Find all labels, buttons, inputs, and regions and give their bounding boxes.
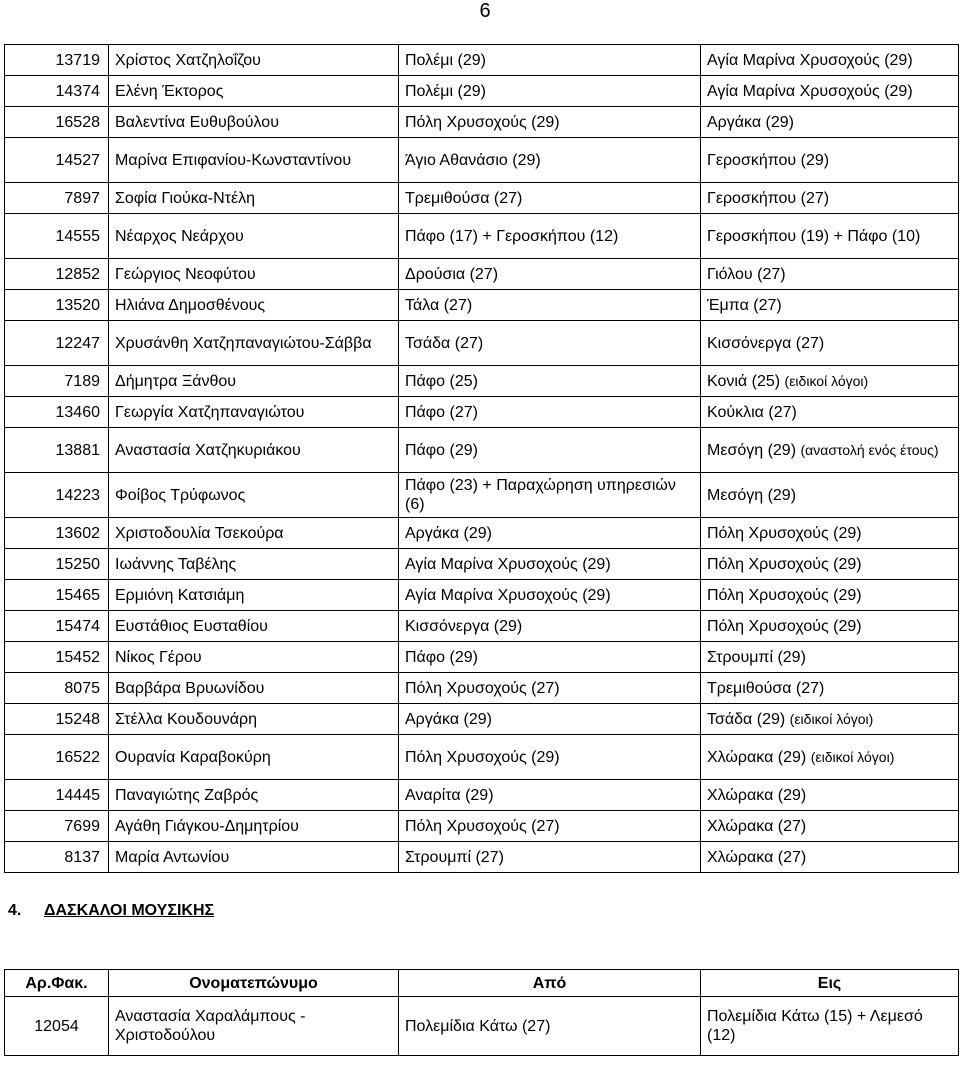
cell-from-text: Αγία Μαρίνα Χρυσοχούς (29) [405,555,611,573]
cell-to-text: Έμπα (27) [707,296,782,314]
table-row [5,473,959,518]
cell-full-name [109,138,399,183]
cell-to [701,673,959,704]
table-row [5,842,959,873]
cell-to-text: Γεροσκήπου (19) + Πάφο (10) [707,227,921,245]
cell-file-number-text: 12852 [55,265,100,283]
header-full-name: Ονοματεπώνυμο [109,970,399,997]
cell-from [399,473,701,518]
cell-full-name [109,321,399,366]
cell-from-text: Πόλη Χρυσοχούς (27) [405,679,560,697]
cell-file-number [5,45,109,76]
header-to: Εις [701,970,959,997]
cell-to-text: Κισσόνεργα (27) [707,334,825,352]
cell-full-name [109,183,399,214]
cell-to [701,259,959,290]
cell-to-text: Τσάδα (29) [707,710,786,728]
cell-to [701,45,959,76]
cell-from [399,321,701,366]
cell-from [399,735,701,780]
cell-full-name [109,107,399,138]
cell-file-number [5,107,109,138]
cell-file-number-text: 15474 [55,617,100,635]
cell-file-number-text: 16522 [55,748,100,766]
cell-full-name [109,214,399,259]
cell-to [701,107,959,138]
cell-to-text: Μεσόγη (29) [707,486,797,504]
cell-full-name-text: Μαρία Αντωνίου [115,848,230,866]
table-row [5,138,959,183]
page-number: 6 [479,0,491,22]
table-row [5,321,959,366]
cell-file-number [5,138,109,183]
table-row [5,518,959,549]
cell-file-number [5,259,109,290]
cell-file-number-text: 15248 [55,710,100,728]
table-row [5,780,959,811]
cell-to [701,138,959,183]
music-teachers-table-body [5,997,959,1056]
cell-to-text: Χλώρακα (29) [707,748,807,766]
cell-to-text: Κονιά (25) [707,372,781,390]
cell-full-name-text: Γεωργία Χατζηπαναγιώτου [115,403,305,421]
cell-full-name-text: Ηλιάνα Δημοσθένους [115,296,266,314]
cell-to [701,214,959,259]
cell-full-name [109,642,399,673]
cell-to [701,580,959,611]
cell-full-name-text: Γεώργιος Νεοφύτου [115,265,256,283]
table-row [5,673,959,704]
cell-file-number-text: 14527 [55,151,100,169]
cell-full-name [109,704,399,735]
transfers-table-body [5,45,959,873]
cell-from-text: Πάφο (25) [405,372,478,390]
cell-from [399,366,701,397]
cell-to-text: Πόλη Χρυσοχούς (29) [707,617,862,635]
cell-file-number-text: 8075 [64,679,100,697]
cell-to-note: (ειδικοί λόγοι) [810,748,895,765]
cell-from-text: Πόλη Χρυσοχούς (29) [405,113,560,131]
cell-to [701,704,959,735]
cell-to-text: Πόλη Χρυσοχούς (29) [707,586,862,604]
cell-full-name [109,290,399,321]
cell-file-number [5,580,109,611]
header-from: Από [399,970,701,997]
cell-from [399,549,701,580]
cell-to: Πολεμίδια Κάτω (15) + Λεμεσό (12) [701,997,959,1056]
cell-file-number [5,642,109,673]
cell-to [701,397,959,428]
cell-to-text: Πόλη Χρυσοχούς (29) [707,555,862,573]
table-row [5,45,959,76]
cell-file-number [5,183,109,214]
cell-from-text: Πάφο (23) + Παραχώρηση υπηρεσιών (6) [405,477,676,513]
cell-from [399,842,701,873]
cell-to-text: Αγία Μαρίνα Χρυσοχούς (29) [707,82,913,100]
cell-to [701,518,959,549]
cell-file-number-text: 7897 [64,189,100,207]
table-row [5,259,959,290]
table-row [5,366,959,397]
cell-full-name-text: Στέλλα Κουδουνάρη [115,710,257,728]
cell-to-text: Γεροσκήπου (29) [707,151,830,169]
cell-from-text: Πάφο (27) [405,403,478,421]
cell-full-name [109,518,399,549]
cell-to [701,473,959,518]
cell-from-text: Αργάκα (29) [405,524,492,542]
cell-from [399,811,701,842]
cell-from-text: Τάλα (27) [405,296,473,314]
cell-from-text: Πολέμι (29) [405,82,486,100]
cell-from [399,397,701,428]
cell-full-name-text: Ουρανία Καραβοκύρη [115,748,271,766]
cell-file-number-text: 15465 [55,586,100,604]
cell-file-number [5,290,109,321]
cell-to [701,183,959,214]
cell-from [399,611,701,642]
cell-full-name-text: Χριστοδουλία Τσεκούρα [115,524,284,542]
cell-from-text: Πάφο (29) [405,441,478,459]
cell-from [399,107,701,138]
cell-full-name-text: Ερμιόνη Κατσιάμη [115,586,245,604]
cell-to-text: Κούκλια (27) [707,403,797,421]
cell-to [701,290,959,321]
cell-full-name-text: Ευστάθιος Ευσταθίου [115,617,268,635]
cell-to [701,611,959,642]
cell-full-name-text: Παναγιώτης Ζαβρός [115,786,259,804]
cell-file-number-text: 8137 [64,848,100,866]
cell-full-name-text: Αγάθη Γιάγκου-Δημητρίου [115,817,299,835]
cell-to-text: Γεροσκήπου (27) [707,189,830,207]
cell-full-name-text: Δήμητρα Ξάνθου [115,372,237,390]
cell-from [399,704,701,735]
cell-file-number [5,321,109,366]
cell-full-name [109,366,399,397]
cell-from-text: Πολέμι (29) [405,51,486,69]
cell-file-number [5,811,109,842]
cell-file-number [5,549,109,580]
cell-from [399,580,701,611]
cell-to [701,780,959,811]
cell-full-name-text: Βαρβάρα Βρυωνίδου [115,679,265,697]
cell-from [399,138,701,183]
cell-to-note: (αναστολή ενός έτους) [800,441,939,458]
cell-to-text: Χλώρακα (27) [707,848,807,866]
table-row [5,183,959,214]
cell-to-text: Γιόλου (27) [707,265,786,283]
cell-to [701,842,959,873]
cell-file-number-text: 14223 [55,486,100,504]
cell-full-name [109,580,399,611]
cell-from-text: Αναρίτα (29) [405,786,494,804]
cell-full-name-text: Σοφία Γιούκα-Ντέλη [115,189,256,207]
table-row [5,642,959,673]
cell-file-number [5,518,109,549]
table-row [5,704,959,735]
cell-file-number-text: 13602 [55,524,100,542]
cell-from-text: Πόλη Χρυσοχούς (29) [405,748,560,766]
cell-full-name [109,428,399,473]
cell-from [399,428,701,473]
cell-full-name [109,397,399,428]
cell-file-number-text: 14374 [55,82,100,100]
table-header-row [5,970,959,997]
cell-from-text: Πόλη Χρυσοχούς (27) [405,817,560,835]
cell-full-name-text: Ελένη Έκτορος [115,82,224,100]
cell-from-text: Πάφο (29) [405,648,478,666]
table-row [5,428,959,473]
cell-full-name-text: Χρίστος Χατζηλοΐζου [115,51,261,69]
table-row [5,397,959,428]
cell-from-text: Πάφο (17) + Γεροσκήπου (12) [405,227,619,245]
cell-from-text: Κισσόνεργα (29) [405,617,523,635]
header-file-number: Αρ.Φακ. [5,970,109,997]
cell-to [701,76,959,107]
cell-full-name [109,45,399,76]
cell-file-number [5,76,109,107]
cell-to [701,735,959,780]
cell-file-number [5,735,109,780]
table-row [5,214,959,259]
cell-to-note: (ειδικοί λόγοι) [789,710,874,727]
cell-to-text: Μεσόγη (29) [707,441,797,459]
cell-from-text: Αργάκα (29) [405,710,492,728]
cell-from [399,259,701,290]
table-row [5,611,959,642]
section-number: 4. [8,902,22,919]
table-row [5,76,959,107]
cell-to [701,428,959,473]
cell-full-name-text: Ιωάννης Ταβέλης [115,555,237,573]
cell-file-number-text: 14445 [55,786,100,804]
cell-full-name-text: Αναστασία Χατζηκυριάκου [115,441,301,459]
cell-from [399,290,701,321]
table-row [5,580,959,611]
cell-file-number-text: 13881 [55,441,100,459]
section-title: ΔΑΣΚΑΛΟΙ ΜΟΥΣΙΚΗΣ [44,902,215,919]
cell-full-name [109,611,399,642]
cell-file-number: 12054 [5,997,109,1056]
cell-file-number-text: 14555 [55,227,100,245]
cell-full-name [109,735,399,780]
table-row [5,811,959,842]
cell-file-number [5,673,109,704]
cell-from [399,214,701,259]
cell-to-text: Τρεμιθούσα (27) [707,679,825,697]
cell-from-text: Τρεμιθούσα (27) [405,189,523,207]
cell-from-text: Αγία Μαρίνα Χρυσοχούς (29) [405,586,611,604]
music-teachers-table [4,969,959,1056]
cell-to-text: Χλώρακα (29) [707,786,807,804]
cell-to [701,321,959,366]
cell-file-number-text: 15452 [55,648,100,666]
table-row [5,735,959,780]
cell-file-number [5,780,109,811]
cell-from-text: Δρούσια (27) [405,265,499,283]
cell-file-number-text: 16528 [55,113,100,131]
cell-full-name [109,549,399,580]
cell-file-number [5,704,109,735]
cell-to [701,811,959,842]
cell-file-number-text: 13719 [55,51,100,69]
cell-from-text: Τσάδα (27) [405,334,484,352]
cell-file-number [5,214,109,259]
table-row [5,290,959,321]
cell-to-text: Χλώρακα (27) [707,817,807,835]
cell-full-name-text: Βαλεντίνα Ευθυβούλου [115,113,279,131]
cell-file-number [5,428,109,473]
section-heading [8,901,214,921]
table-row [5,107,959,138]
cell-file-number-text: 12247 [55,334,100,352]
cell-to-text: Στρουμπί (29) [707,648,806,666]
cell-full-name-text: Φοίβος Τρύφωνος [115,486,246,504]
cell-full-name [109,473,399,518]
cell-to-note: (ειδικοί λόγοι) [784,372,869,389]
cell-from-text: Άγιο Αθανάσιο (29) [405,151,541,169]
cell-full-name: Αναστασία Χαραλάμπους - Χριστοδούλου [109,997,399,1056]
cell-full-name-text: Νίκος Γέρου [115,648,202,666]
cell-file-number [5,397,109,428]
cell-file-number-text: 13460 [55,403,100,421]
cell-full-name [109,780,399,811]
table-row [5,997,959,1056]
cell-from: Πολεμίδια Κάτω (27) [399,997,701,1056]
cell-to [701,642,959,673]
cell-from [399,642,701,673]
cell-full-name [109,673,399,704]
cell-from [399,45,701,76]
cell-from [399,780,701,811]
cell-full-name [109,259,399,290]
cell-from-text: Στρουμπί (27) [405,848,504,866]
cell-full-name [109,842,399,873]
cell-from [399,76,701,107]
cell-full-name-text: Χρυσάνθη Χατζηπαναγιώτου-Σάββα [115,334,372,352]
cell-file-number-text: 7189 [64,372,100,390]
cell-file-number-text: 15250 [55,555,100,573]
cell-file-number [5,611,109,642]
cell-file-number [5,842,109,873]
cell-full-name [109,76,399,107]
cell-file-number-text: 13520 [55,296,100,314]
cell-to-text: Αγία Μαρίνα Χρυσοχούς (29) [707,51,913,69]
cell-from [399,673,701,704]
cell-full-name-text: Νέαρχος Νεάρχου [115,227,244,245]
cell-from [399,518,701,549]
cell-file-number [5,473,109,518]
table-row [5,549,959,580]
cell-to-text: Πόλη Χρυσοχούς (29) [707,524,862,542]
cell-full-name [109,811,399,842]
transfers-table [4,44,959,873]
cell-to [701,366,959,397]
cell-to-text: Αργάκα (29) [707,113,794,131]
cell-from [399,183,701,214]
cell-file-number [5,366,109,397]
cell-file-number-text: 7699 [64,817,100,835]
cell-to [701,549,959,580]
cell-full-name-text: Μαρίνα Επιφανίου-Κωνσταντίνου [115,151,352,169]
